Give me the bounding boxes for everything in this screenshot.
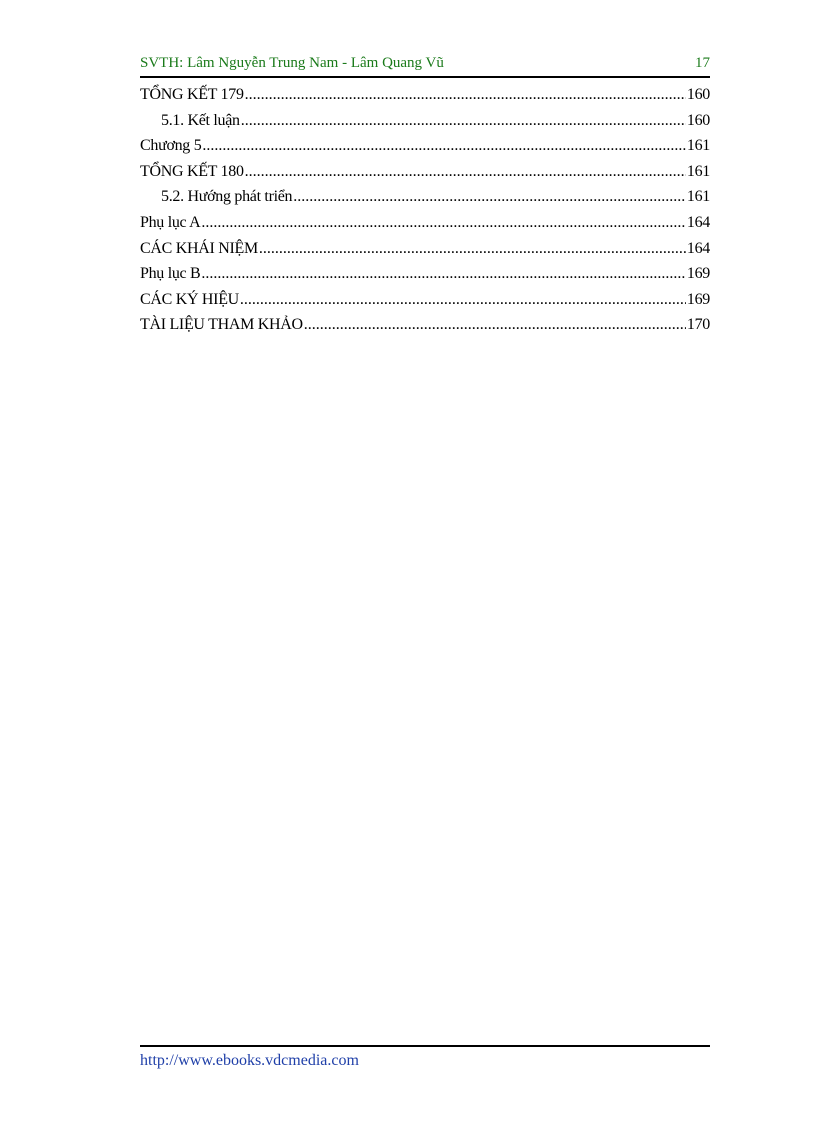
toc-leader-dots bbox=[245, 159, 686, 185]
toc-entry-title: TÀI LIỆU THAM KHẢO bbox=[140, 316, 303, 334]
toc-entry[interactable] bbox=[140, 287, 710, 313]
toc-entry-title: TỔNG KẾT 180 bbox=[140, 162, 244, 180]
toc-leader-dots bbox=[245, 82, 686, 108]
toc-entry-title: TỔNG KẾT 179 bbox=[140, 86, 244, 103]
toc-entry[interactable] bbox=[140, 133, 710, 159]
toc-entry-title: CÁC KHÁI NIỆM bbox=[140, 239, 258, 257]
toc-entry-page: 160 bbox=[686, 86, 710, 103]
toc-entry-title: CÁC KÝ HIỆU bbox=[140, 290, 239, 308]
toc-entry-title: Phụ lục B bbox=[140, 265, 201, 283]
toc-entry-page: 160 bbox=[686, 111, 710, 129]
header-author: SVTH: Lâm Nguyễn Trung Nam - Lâm Quang Vũ bbox=[140, 55, 444, 71]
toc-leader-dots bbox=[259, 236, 686, 262]
toc-leader-dots bbox=[201, 261, 685, 287]
toc-entry-page: 161 bbox=[686, 137, 710, 155]
toc-entry[interactable] bbox=[140, 236, 710, 262]
toc-entry[interactable] bbox=[140, 210, 710, 236]
toc-leader-dots bbox=[202, 133, 685, 159]
toc-leader-dots bbox=[240, 287, 686, 313]
toc-entry-page: 164 bbox=[686, 239, 710, 257]
header-rule bbox=[140, 76, 710, 78]
toc-leader-dots bbox=[293, 184, 686, 210]
footer-url-link[interactable]: http://www.ebooks.vdcmedia.com bbox=[140, 1052, 359, 1069]
footer-rule bbox=[140, 1045, 710, 1047]
page-header bbox=[140, 55, 710, 77]
toc-entry-page: 169 bbox=[686, 265, 710, 283]
toc-entry-title: Chương 5 bbox=[140, 137, 202, 155]
toc-entry-page: 170 bbox=[686, 316, 710, 334]
toc-entry[interactable] bbox=[140, 108, 710, 134]
toc-entry[interactable] bbox=[140, 82, 710, 108]
toc-entry-title: 5.2. Hướng phát triển bbox=[161, 188, 293, 206]
toc-entry-page: 161 bbox=[686, 162, 710, 180]
toc-leader-dots bbox=[241, 108, 686, 134]
toc-entry[interactable] bbox=[140, 312, 710, 338]
toc-entry-title: 5.1. Kết luận bbox=[161, 111, 240, 129]
header-page-number: 17 bbox=[695, 55, 710, 71]
toc-leader-dots bbox=[201, 210, 685, 236]
toc-entry[interactable] bbox=[140, 184, 710, 210]
toc-entry-page: 169 bbox=[686, 290, 710, 308]
toc-entry[interactable] bbox=[140, 159, 710, 185]
toc-entry-page: 161 bbox=[686, 188, 710, 206]
toc-leader-dots bbox=[304, 312, 686, 338]
toc-entry[interactable] bbox=[140, 261, 710, 287]
toc-entry-page: 164 bbox=[686, 213, 710, 231]
table-of-contents bbox=[140, 82, 710, 338]
toc-entry-title: Phụ lục A bbox=[140, 213, 201, 231]
